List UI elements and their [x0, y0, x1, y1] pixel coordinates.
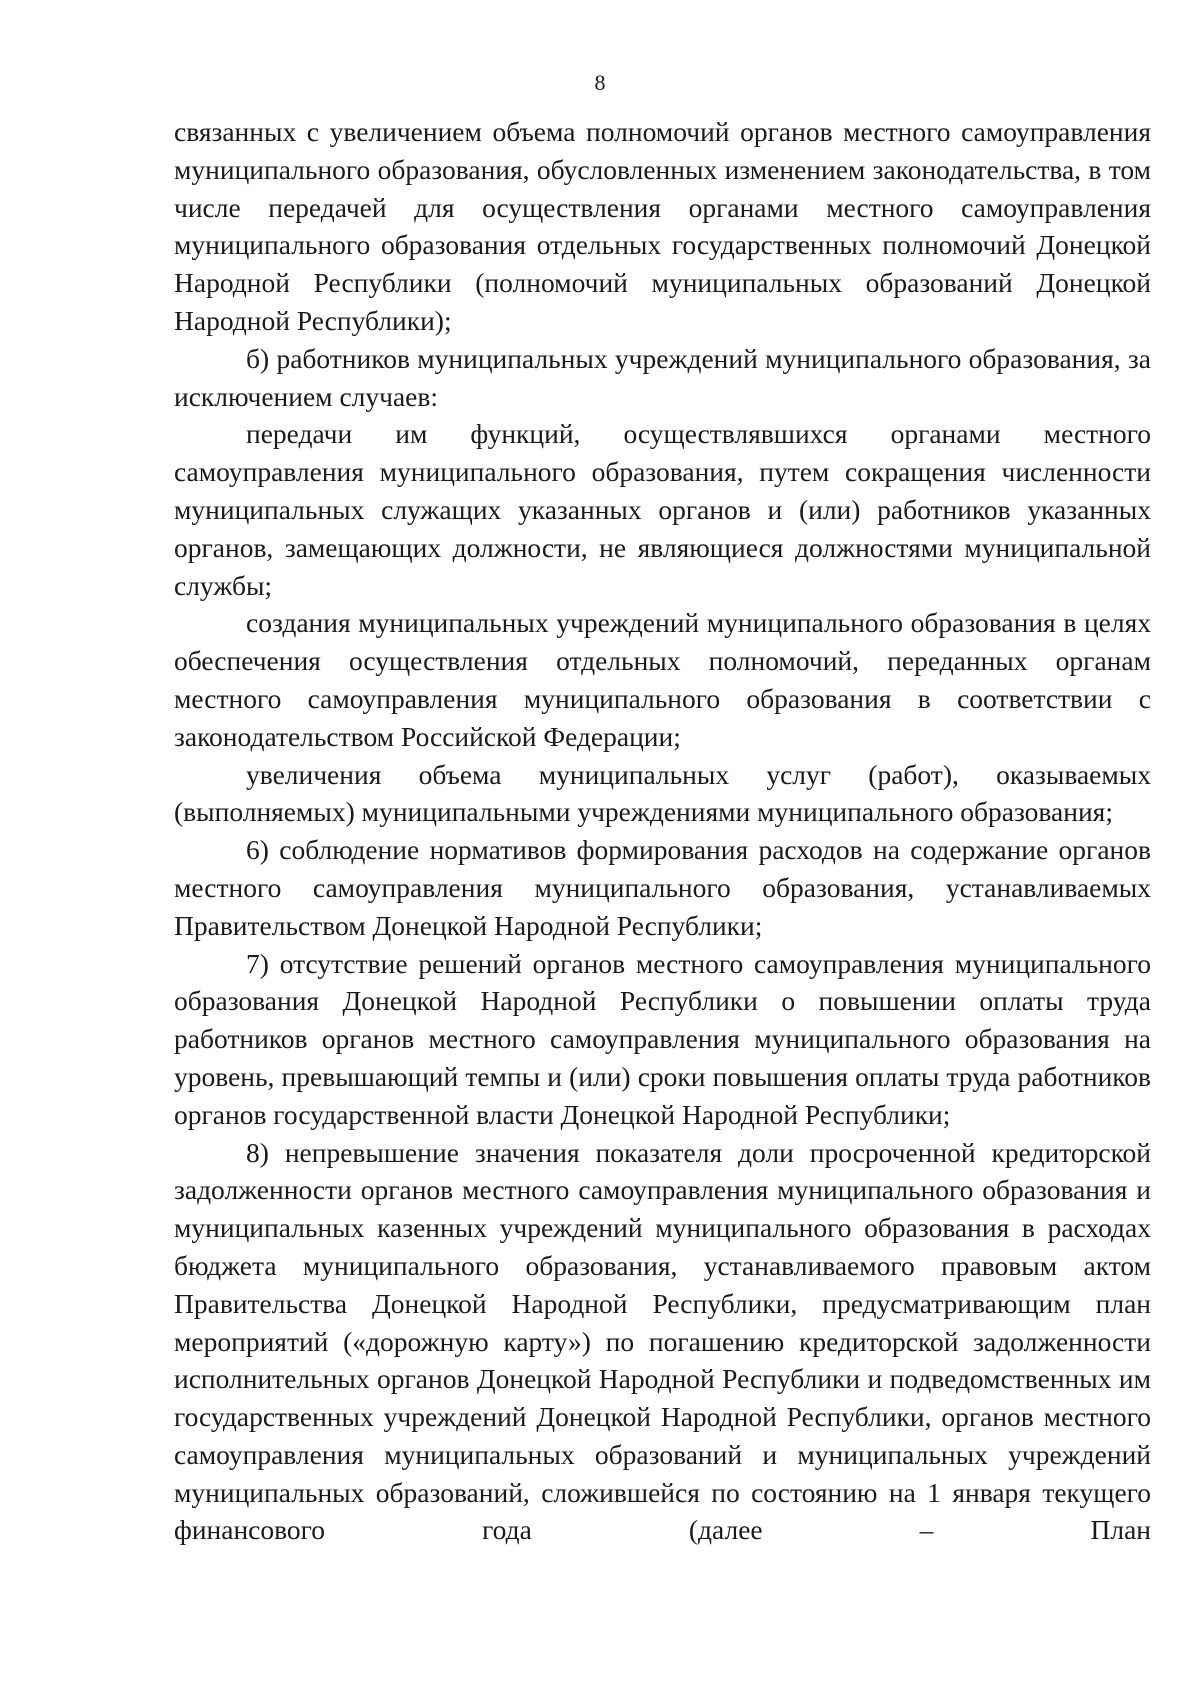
- paragraph-continuation: связанных с увеличением объема полномочий органов местного самоуправления муниципального образования, обусловленных изменением законодательства, в том числе передачей для осуществления органами местного самоуправления муниципального образования отдельных государственных полномочий Донецкой Народной Республики (полномочий муниципальных образований Донецкой Народной Республики);: [174, 116, 1151, 336]
- paragraph-exception-transfer-functions: передачи им функций, осуществлявшихся органами местного самоуправления муниципального образования, путем сокращения численности муниципальных служащих указанных органов и (или) работников указанных органов, замещающих должности, не являющиеся должностями муниципальной службы;: [174, 418, 1151, 601]
- paragraph-item-b: б) работников муниципальных учреждений муниципального образования, за исключением случаев:: [174, 342, 1151, 412]
- paragraph-item-6: 6) соблюдение нормативов формирования расходов на содержание органов местного самоуправления муниципального образования, устанавливаемых Правительством Донецкой Народной Республики;: [174, 834, 1151, 941]
- paragraph-exception-increase-services: увеличения объема муниципальных услуг (работ), оказываемых (выполняемых) муниципальными учреждениями муниципального образования;: [174, 758, 1151, 828]
- document-body: [174, 113, 1151, 1549]
- page-number: 8: [594, 70, 606, 95]
- paragraph-exception-create-institutions: создания муниципальных учреждений муниципального образования в целях обеспечения осуществления отдельных полномочий, переданных органам местного самоуправления муниципального образования в соответствии с законодательством Российской Федерации;: [174, 607, 1151, 752]
- paragraph-item-8: 8) непревышение значения показателя доли просроченной кредиторской задолженности органов местного самоуправления муниципального образования и муниципальных казенных учреждений муниципального образования в расходах бюджета муниципального образования, устанавливаемого правовым актом Правительства Донецкой Народной Республики, предусматривающим план мероприятий («дорожную карту») по погашению кредиторской задолженности исполнительных органов Донецкой Народной Республики и подведомственных им государственных учреждений Донецкой Народной Республики, органов местного самоуправления муниципальных образований и муниципальных учреждений муниципальных образований, сложившейся по состоянию на 1 января текущего финансового года (далее – План: [174, 1136, 1151, 1546]
- paragraph-item-7: 7) отсутствие решений органов местного самоуправления муниципального образования Донецкой Народной Республики о повышении оплаты труда работников органов местного самоуправления муниципального образования на уровень, превышающий темпы и (или) сроки повышения оплаты труда работников органов государственной власти Донецкой Народной Республики;: [174, 947, 1151, 1130]
